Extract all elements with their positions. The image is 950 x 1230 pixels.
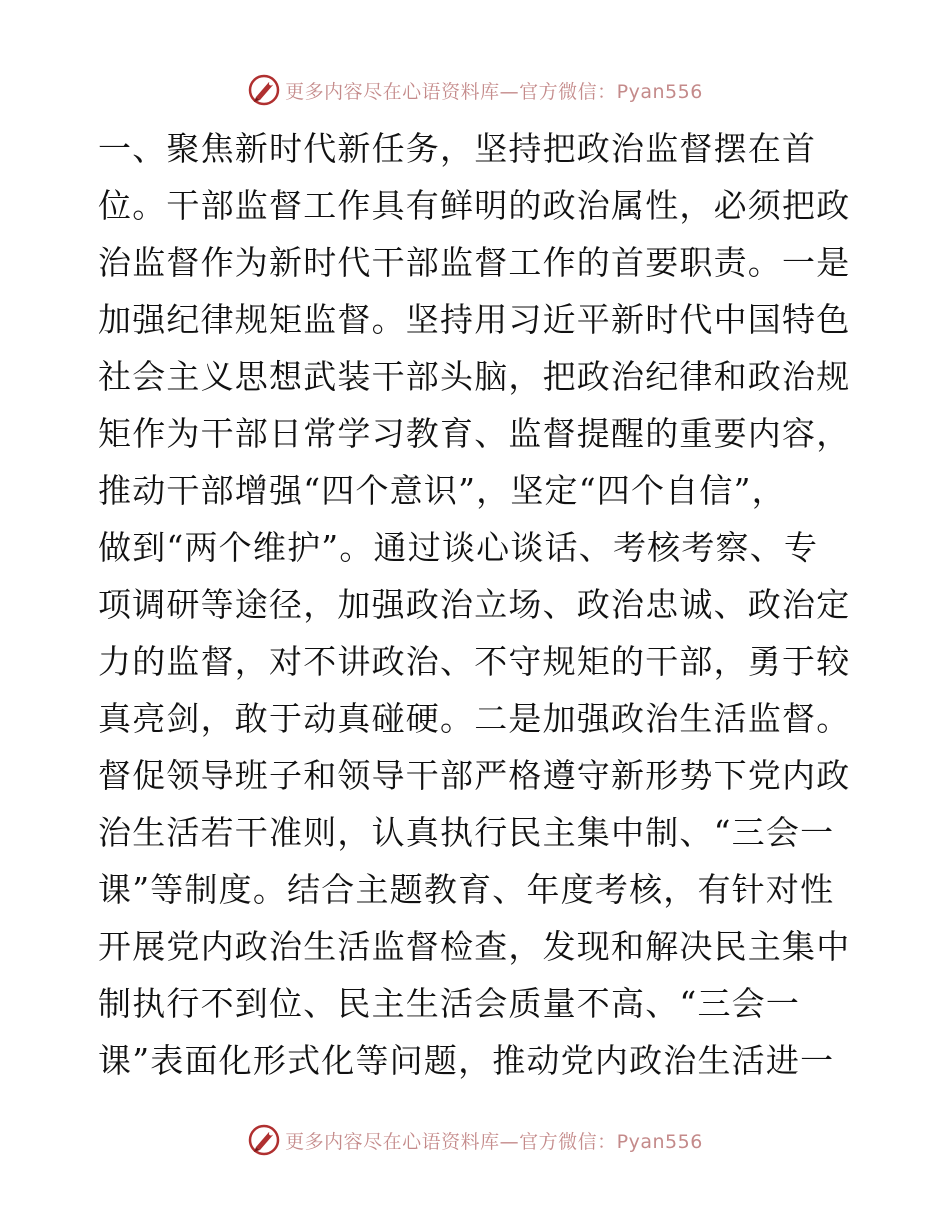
text-line-7: 推动干部增强“四个意识”，坚定“四个自信”，: [98, 471, 786, 510]
text-line-3: 治监督作为新时代干部监督工作的首要职责。一是: [98, 243, 851, 282]
text-line-13: 治生活若干准则，认真执行民主集中制、“三会一: [98, 813, 835, 852]
document-body: [98, 120, 858, 1089]
text-line-11: 真亮剑，敢于动真碰硬。二是加强政治生活监督。: [98, 699, 851, 738]
footer-banner-text: 更多内容尽在心语资料库—官方微信：Pyan556: [285, 1130, 703, 1153]
text-line-17: 课”表面化形式化等问题，推动党内政治生活进一: [98, 1041, 835, 1080]
text-line-1: 一、聚焦新时代新任务，坚持把政治监督摆在首: [98, 129, 817, 168]
text-line-8: 做到“两个维护”。通过谈心谈话、考核考察、专: [98, 528, 819, 567]
text-line-10: 力的监督，对不讲政治、不守规矩的干部，勇于较: [98, 642, 851, 681]
text-line-14: 课”等制度。结合主题教育、年度考核，有针对性: [98, 870, 835, 909]
text-line-9: 项调研等途径，加强政治立场、政治忠诚、政治定: [98, 585, 851, 624]
text-line-16: 制执行不到位、民主生活会质量不高、“三会一: [98, 984, 801, 1023]
text-line-12: 督促领导班子和领导干部严格遵守新形势下党内政: [98, 756, 851, 795]
text-line-15: 开展党内政治生活监督检查，发现和解决民主集中: [98, 927, 851, 966]
header-banner-text: 更多内容尽在心语资料库—官方微信：Pyan556: [285, 80, 703, 103]
text-line-2: 位。干部监督工作具有鲜明的政治属性，必须把政: [98, 186, 851, 225]
text-line-5: 社会主义思想武装干部头脑，把政治纪律和政治规: [98, 357, 851, 396]
pen-scroll-logo-icon: [247, 73, 281, 107]
text-line-6: 矩作为干部日常学习教育、监督提醒的重要内容，: [98, 414, 851, 453]
pen-scroll-logo-icon: [247, 1123, 281, 1157]
text-line-4: 加强纪律规矩监督。坚持用习近平新时代中国特色: [98, 300, 851, 339]
header-banner: [0, 70, 950, 110]
footer-banner: [0, 1120, 950, 1160]
